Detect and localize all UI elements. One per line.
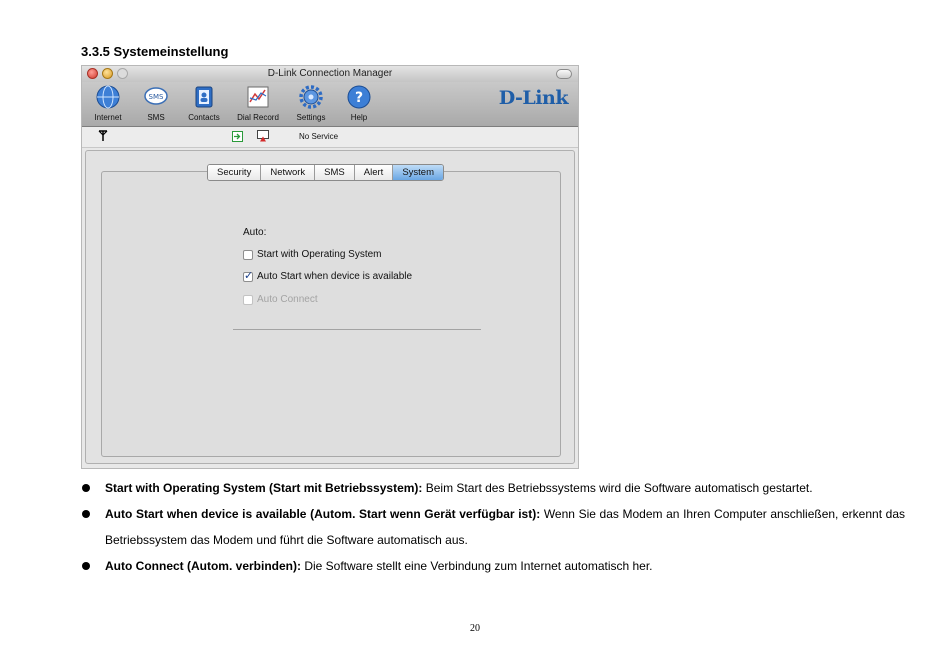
toolbar-label: Help xyxy=(350,113,368,122)
settings-tabs xyxy=(207,164,444,181)
bullet-dot xyxy=(82,510,90,518)
window-title: D-Link Connection Manager xyxy=(267,68,393,79)
bullet-dot xyxy=(82,562,90,570)
svg-text:SMS: SMS xyxy=(148,93,164,101)
list-item xyxy=(81,553,905,579)
bullet-term: Start with Operating System (Start mit Betriebssystem): xyxy=(105,481,423,495)
tab-security[interactable]: Security xyxy=(208,165,261,180)
bullet-text: Die Software stellt eine Verbindung zum Internet automatisch her. xyxy=(300,559,653,573)
toolbar-internet-button[interactable] xyxy=(84,84,132,122)
checkbox-box[interactable] xyxy=(243,250,253,260)
bullet-list xyxy=(81,475,905,579)
sms-icon xyxy=(143,84,169,110)
toolbar-settings-button[interactable] xyxy=(287,84,335,122)
gear-icon xyxy=(298,84,324,110)
tab-sms[interactable]: SMS xyxy=(315,165,355,180)
bullet-term: Auto Connect (Autom. verbinden): xyxy=(105,559,301,573)
dlink-logo: D-Link xyxy=(498,87,568,109)
bullet-dot xyxy=(82,484,90,492)
list-item xyxy=(81,501,905,553)
toolbar-label: SMS xyxy=(147,113,165,122)
dial-record-icon xyxy=(245,84,271,110)
settings-panel xyxy=(85,150,575,464)
message-alert-icon xyxy=(257,130,269,142)
svg-text:?: ? xyxy=(354,90,364,106)
help-icon xyxy=(346,84,372,110)
toolbar-toggle-button[interactable] xyxy=(556,69,572,79)
settings-group-box xyxy=(101,171,561,457)
toolbar-label: Contacts xyxy=(188,113,220,122)
globe-icon xyxy=(95,84,121,110)
tab-network[interactable]: Network xyxy=(261,165,315,180)
bullet-text: Wenn Sie das Modem an Ihren Computer anschließen, erkennt das Betriebssystem das Modem und führt die Software automatisch aus. xyxy=(105,507,905,547)
toolbar-contacts-button[interactable] xyxy=(180,84,228,122)
status-bar xyxy=(82,127,578,148)
signal-antenna-icon xyxy=(98,130,108,142)
bullet-term: Auto Start when device is available (Autom. Start wenn Gerät verfügbar ist): xyxy=(105,507,541,521)
toolbar-label: Internet xyxy=(94,113,122,122)
toolbar-label: Dial Record xyxy=(237,113,279,122)
toolbar xyxy=(82,82,578,127)
toolbar-sms-button[interactable] xyxy=(132,84,180,122)
tab-system[interactable]: System xyxy=(393,165,443,180)
toolbar-dial-record-button[interactable] xyxy=(234,84,282,122)
auto-label: Auto: xyxy=(243,227,267,238)
section-title: 3.3.5 Systemeinstellung xyxy=(81,44,229,59)
start-with-os-checkbox[interactable] xyxy=(243,249,382,260)
title-bar xyxy=(82,66,578,82)
separator-line xyxy=(233,329,481,330)
toolbar-label: Settings xyxy=(296,113,326,122)
checkbox-label: Auto Connect xyxy=(257,294,318,305)
checkbox-box xyxy=(243,295,253,305)
app-window xyxy=(81,65,579,469)
checkbox-label: Auto Start when device is available xyxy=(257,271,413,282)
checkbox-label: Start with Operating System xyxy=(257,249,382,260)
auto-connect-checkbox xyxy=(243,294,318,305)
auto-start-checkbox[interactable] xyxy=(243,271,412,282)
tab-alert[interactable]: Alert xyxy=(355,165,394,180)
list-item xyxy=(81,475,905,501)
page-number: 20 xyxy=(470,623,480,634)
checkbox-box[interactable] xyxy=(243,272,253,282)
bullet-text: Beim Start des Betriebssystems wird die Software automatisch gestartet. xyxy=(422,481,813,495)
toolbar-help-button[interactable] xyxy=(335,84,383,122)
contacts-icon xyxy=(191,84,217,110)
status-text: No Service xyxy=(299,132,339,141)
connection-icon xyxy=(232,131,243,142)
